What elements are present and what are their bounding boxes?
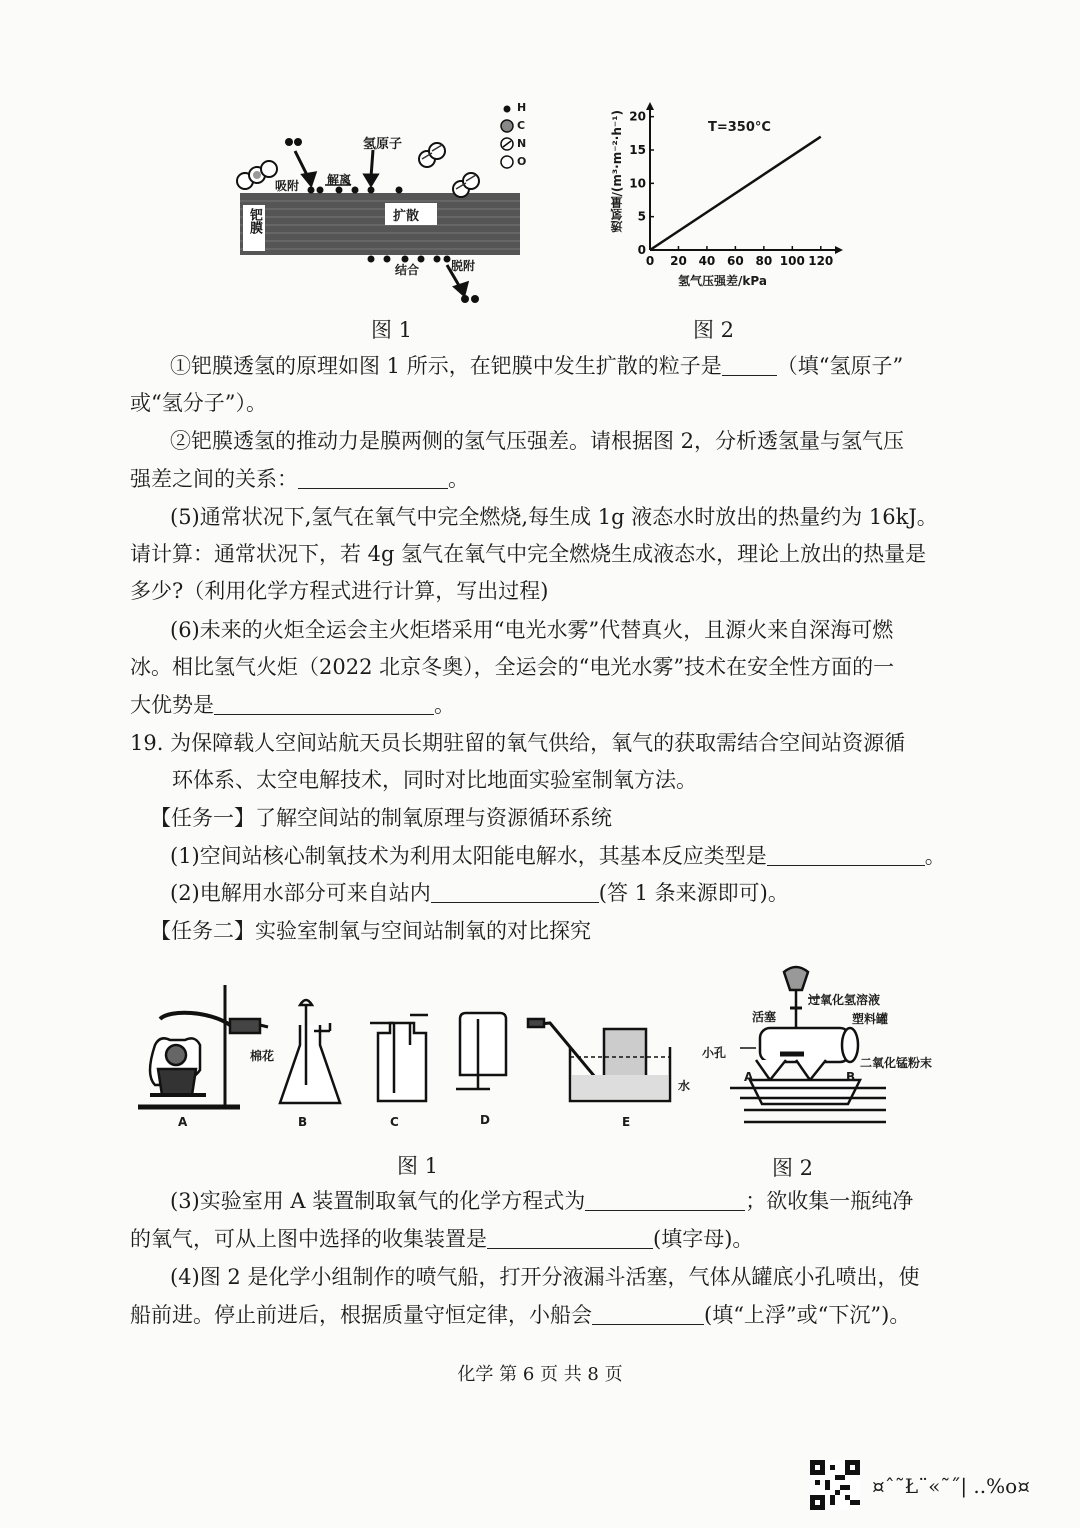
answer-blank[interactable]: [431, 882, 599, 903]
combine-label: 结合: [395, 263, 420, 277]
x-tick-label: 0: [645, 254, 655, 268]
palladium-membrane-diagram: [225, 95, 545, 310]
legend-o: O: [517, 155, 527, 168]
task-one-heading: 【任务一】了解空间站的制氧原理与资源循环系统: [150, 806, 612, 830]
series-line: [650, 137, 821, 250]
x-tick-label: 100: [779, 254, 805, 268]
q19-4-line1: (4)图 2 是化学小组制作的喷气船，打开分液漏斗活塞，气体从罐底小孔喷出，使: [170, 1265, 920, 1289]
diffuse-label: 扩散: [393, 209, 420, 224]
point-a-label: A: [744, 1070, 754, 1084]
dissociate-label: 解离: [327, 173, 352, 187]
q18-sub1-line2: 或“氢分子”）。: [130, 391, 267, 415]
answer-blank[interactable]: [487, 1228, 653, 1249]
q18-6-line2: 冰。相比氢气火炬（2022 北京冬奥），全运会的“电光水雾”技术在安全性方面的一: [130, 655, 895, 679]
q18-5-line3: 多少?（利用化学方程式进行计算，写出过程): [130, 579, 549, 603]
q19-3-line2: 的氧气，可从上图中选择的收集装置是 (填字母)。: [130, 1227, 754, 1251]
y-tick-label: 20: [629, 109, 646, 124]
stopcock-label: 活塞: [752, 1010, 777, 1024]
answer-blank[interactable]: [214, 694, 434, 715]
apparatus-e: [528, 1019, 670, 1101]
cotton-label: 棉花: [250, 1049, 275, 1063]
qr-code-icon: [810, 1460, 860, 1510]
y-tick-label: 10: [629, 176, 646, 191]
x-axis-arrow: [835, 246, 843, 254]
y-tick-label: 0: [637, 243, 646, 257]
answer-blank[interactable]: [592, 1304, 704, 1325]
bottom-figure-1-caption: 图 1: [397, 1154, 439, 1178]
x-tick-label: 120: [808, 254, 834, 268]
adsorb-label: 吸附: [275, 179, 300, 193]
apparatus-d: [456, 1013, 506, 1089]
answer-blank[interactable]: [585, 1190, 745, 1211]
y-axis-arrow: [646, 102, 654, 110]
h2o2-label: 过氧化氢溶液: [808, 993, 881, 1007]
q18-6-line3: 大优势是 。: [130, 693, 455, 717]
legend-n: N: [517, 137, 527, 150]
q18-6-line1: (6)未来的火炬全运会主火炬塔采用“电光水雾”代替真火，且源火来自深海可燃: [170, 618, 894, 642]
jet-boat-diagram: [700, 962, 950, 1137]
q18-sub1-line1: ①钯膜透氢的原理如图 1 所示，在钯膜中发生扩散的粒子是 （填“氢原子”: [170, 354, 904, 378]
legend-h: H: [517, 101, 527, 114]
answer-blank[interactable]: [298, 468, 448, 489]
h-atom-label: 氢原子: [363, 137, 403, 152]
answer-blank[interactable]: [767, 845, 925, 866]
apparatus-a: [138, 985, 268, 1107]
apparatus-diagram: [130, 985, 700, 1135]
x-tick-label: 80: [755, 254, 773, 268]
membrane-body: [240, 193, 520, 255]
plastic-can-label: 塑料罐: [852, 1012, 889, 1026]
x-tick-label: 20: [670, 254, 687, 268]
q18-5-line1: (5)通常状况下,氢气在氧气中完全燃烧,每生成 1g 液态水时放出的热量约为 16kJ。: [170, 505, 938, 529]
q19-stem-line1: 19. 为保障载人空间站航天员长期驻留的氧气供给，氧气的获取需结合空间站资源循: [130, 731, 906, 755]
margin-mark: ¤ˆ˜Ł¨«˜˝| ..%o¤: [872, 1474, 1030, 1498]
bottom-figure-2-caption: 图 2: [772, 1156, 814, 1180]
label-d: D: [480, 1113, 490, 1127]
small-hole-label: 小孔: [702, 1046, 727, 1060]
q19-1: (1)空间站核心制氧技术为利用太阳能电解水，其基本反应类型是 。: [170, 844, 946, 868]
point-b-label: B: [846, 1070, 856, 1084]
chart-title: T=350°C: [708, 120, 771, 135]
apparatus-b: [280, 1000, 340, 1103]
label-a: A: [178, 1115, 188, 1129]
membrane-label: 钯膜: [247, 208, 262, 234]
chart-xlabel: 氢气压强差/kPa: [678, 274, 767, 288]
x-tick-label: 40: [698, 254, 716, 268]
answer-blank[interactable]: [722, 355, 777, 376]
q19-2: (2)电解用水部分可来自站内 (答 1 条来源即可)。: [170, 881, 789, 905]
q18-sub2-line2: 强差之间的关系： 。: [130, 467, 469, 491]
q18-sub2-line1: ②钯膜透氢的推动力是膜两侧的氢气压强差。请根据图 2，分析透氢量与氢气压: [170, 429, 905, 453]
q19-stem-line2: 环体系、太空电解技术，同时对比地面实验室制氧方法。: [172, 768, 697, 792]
q19-3-line1: (3)实验室用 A 装置制取氧气的化学方程式为 ；欲收集一瓶纯净: [170, 1189, 914, 1213]
label-b: B: [298, 1115, 308, 1129]
y-tick-label: 5: [637, 209, 646, 224]
q18-5-line2: 请计算：通常状况下，若 4g 氢气在氧气中完全燃烧生成液态水，理论上放出的热量是: [130, 542, 927, 566]
q19-4-line2: 船前进。停止前进后，根据质量守恒定律，小船会 (填“上浮”或“下沉”)。: [130, 1303, 911, 1327]
desorb-label: 脱附: [451, 259, 476, 273]
top-figure-2-caption: 图 2: [693, 318, 735, 342]
page-footer: 化学 第 6 页 共 8 页: [457, 1364, 623, 1385]
label-e: E: [622, 1115, 631, 1129]
task-two-heading: 【任务二】实验室制氧与空间站制氧的对比探究: [150, 919, 591, 943]
permeation-chart: [600, 98, 850, 298]
mno2-label: 二氧化锰粉末: [860, 1056, 933, 1070]
chart-ylabel: 透氢量/(m³·m⁻²·h⁻¹): [610, 110, 624, 233]
legend-c: C: [517, 119, 526, 132]
water-label: 水: [678, 1079, 691, 1093]
y-tick-label: 15: [629, 143, 646, 157]
top-figure-1-caption: 图 1: [371, 318, 413, 342]
label-c: C: [390, 1115, 399, 1129]
x-tick-label: 60: [727, 254, 744, 268]
apparatus-c: [370, 1015, 428, 1101]
